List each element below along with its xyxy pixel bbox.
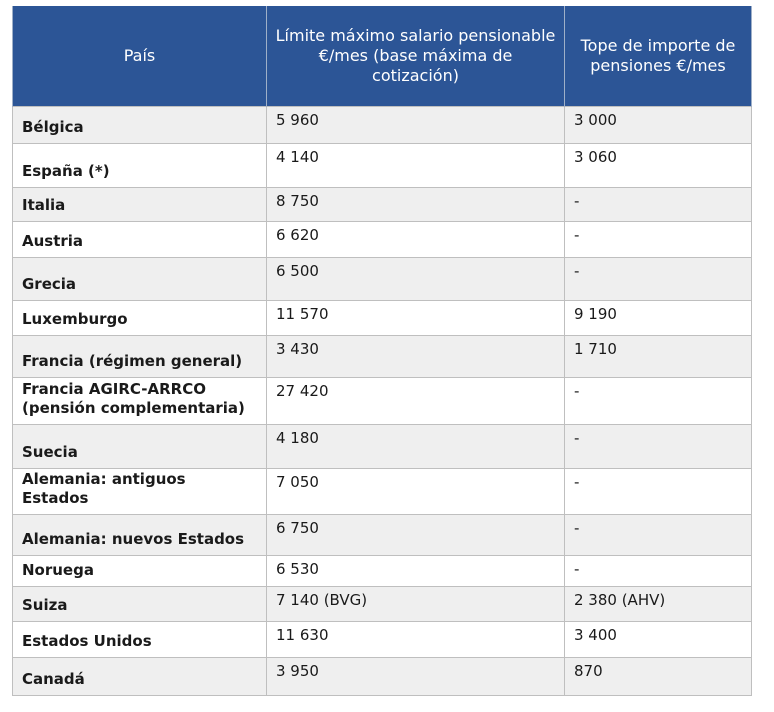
country-cell: Francia (régimen general)	[13, 336, 267, 378]
salary-limit-cell: 7 140 (BVG)	[267, 587, 565, 622]
table-row	[13, 622, 752, 658]
pension-cap-cell: 3 060	[565, 144, 752, 188]
header-salary-limit: Límite máximo salario pensionable €/mes (base máxima de cotización)	[267, 6, 565, 107]
table-row	[13, 188, 752, 222]
salary-limit-cell: 7 050	[267, 469, 565, 515]
salary-limit-cell: 6 530	[267, 556, 565, 587]
table-row	[13, 301, 752, 336]
country-cell: Francia AGIRC-ARRCO (pensión complementaria)	[13, 378, 267, 425]
pension-cap-cell: 1 710	[565, 336, 752, 378]
header-pension-cap: Tope de importe de pensiones €/mes	[565, 6, 752, 107]
salary-limit-cell: 6 750	[267, 515, 565, 556]
header-country: País	[13, 6, 267, 107]
country-cell: Bélgica	[13, 107, 267, 144]
country-cell: Alemania: nuevos Estados	[13, 515, 267, 556]
country-cell: Luxemburgo	[13, 301, 267, 336]
salary-limit-cell: 3 430	[267, 336, 565, 378]
pension-cap-cell: -	[565, 188, 752, 222]
pension-cap-cell: -	[565, 378, 752, 425]
table-row	[13, 425, 752, 469]
salary-limit-cell: 4 140	[267, 144, 565, 188]
salary-limit-cell: 11 570	[267, 301, 565, 336]
pension-cap-cell: -	[565, 425, 752, 469]
table-row	[13, 258, 752, 301]
pension-cap-cell: 870	[565, 658, 752, 696]
pension-cap-cell: -	[565, 556, 752, 587]
table-row	[13, 587, 752, 622]
table-row	[13, 556, 752, 587]
pension-cap-cell: 9 190	[565, 301, 752, 336]
pension-cap-cell: -	[565, 222, 752, 258]
country-cell: Austria	[13, 222, 267, 258]
table-row	[13, 107, 752, 144]
salary-limit-cell: 11 630	[267, 622, 565, 658]
pension-table-container	[12, 6, 751, 696]
salary-limit-cell: 6 500	[267, 258, 565, 301]
table-row	[13, 336, 752, 378]
country-cell: España (*)	[13, 144, 267, 188]
pension-cap-cell: 3 400	[565, 622, 752, 658]
salary-limit-cell: 8 750	[267, 188, 565, 222]
salary-limit-cell: 5 960	[267, 107, 565, 144]
country-cell: Canadá	[13, 658, 267, 696]
salary-limit-cell: 3 950	[267, 658, 565, 696]
table-header-row	[13, 6, 752, 107]
pension-cap-cell: 3 000	[565, 107, 752, 144]
table-row	[13, 144, 752, 188]
table-row	[13, 222, 752, 258]
country-cell: Alemania: antiguos Estados	[13, 469, 267, 515]
table-row	[13, 658, 752, 696]
table-row	[13, 469, 752, 515]
table-row	[13, 515, 752, 556]
country-cell: Italia	[13, 188, 267, 222]
country-cell: Suiza	[13, 587, 267, 622]
country-cell: Noruega	[13, 556, 267, 587]
salary-limit-cell: 4 180	[267, 425, 565, 469]
pension-cap-cell: 2 380 (AHV)	[565, 587, 752, 622]
country-cell: Suecia	[13, 425, 267, 469]
table-row	[13, 378, 752, 425]
pension-cap-cell: -	[565, 469, 752, 515]
country-cell: Grecia	[13, 258, 267, 301]
pension-limits-table	[12, 6, 752, 696]
pension-cap-cell: -	[565, 258, 752, 301]
salary-limit-cell: 6 620	[267, 222, 565, 258]
salary-limit-cell: 27 420	[267, 378, 565, 425]
pension-cap-cell: -	[565, 515, 752, 556]
country-cell: Estados Unidos	[13, 622, 267, 658]
